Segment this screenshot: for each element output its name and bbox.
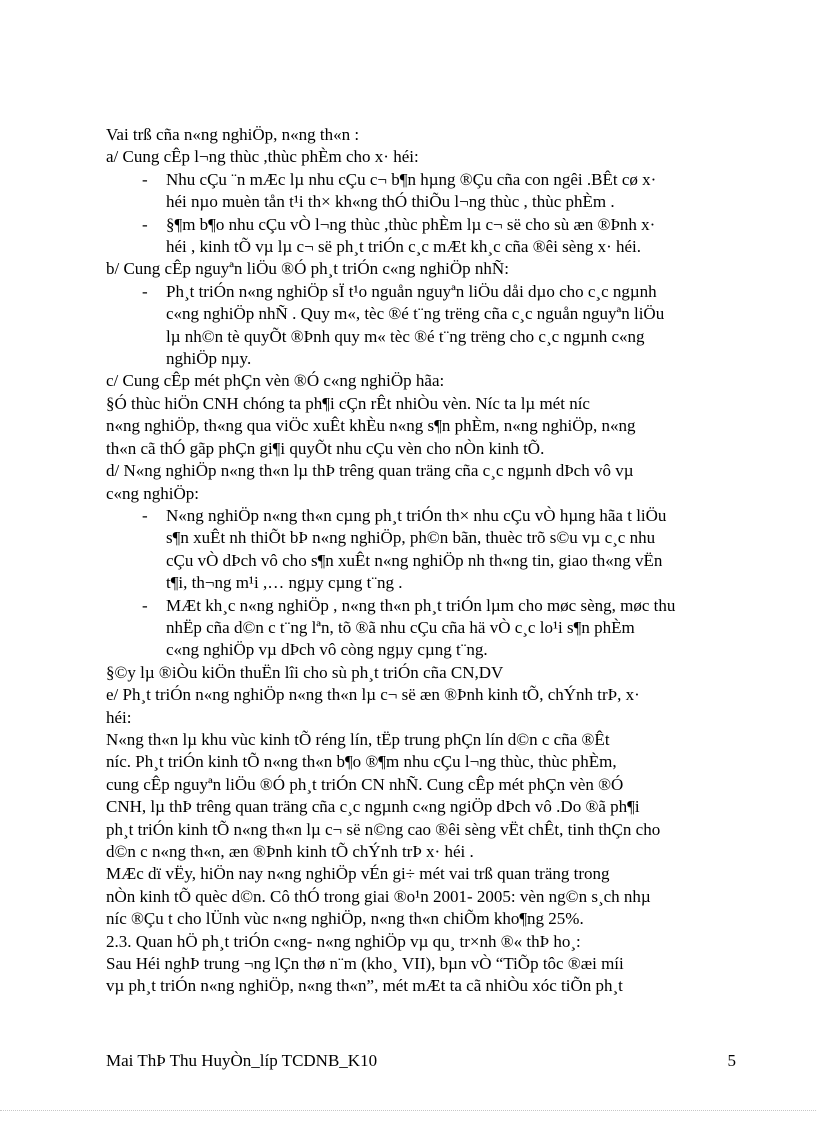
bullet-continuation-line: c«ng nghiÖp nhÑ . Quy m«, tèc ®é t¨ng trëng cña c¸c nguån nguyªn liÖu [166,304,665,324]
bullet-text: §¶m b¶o nhu cÇu vÒ l¬ng thùc ,thùc phÈm lµ c¬ së cho sù æn ®Þnh x· [166,214,656,234]
footer-author: Mai ThÞ Thu HuyÒn_líp TCDNB_K10 [106,1051,378,1070]
bullet-continuation-line: héi , kinh tÕ vµ lµ c¬ së ph¸t triÓn c¸c mÆt kh¸c cña ®êi sèng x· héi. [166,237,642,257]
text-line: §©y lµ ®iÒu kiÖn thuËn lîi cho sù ph¸t triÓn cña CN,DV [106,662,504,682]
page-number: 5 [727,1051,736,1070]
bullet-continuation-line: t¶i, th¬ng m¹i ,… ngµy cµng t¨ng . [166,573,403,593]
bullet-continuation-line: cÇu vÒ dÞch vô cho s¶n xuÊt n«ng nghiÖp nh th«ng tin, giao th«ng vËn [166,550,663,570]
text-line: c/ Cung cÊp mét phÇn vèn ®Ó c«ng nghiÖp hãa: [106,371,445,391]
bullet-text: N«ng nghiÖp n«ng th«n cµng ph¸t triÓn th× nhu cÇu vÒ hµng hãa t liÖu [166,505,667,525]
bullet-item-line [106,505,732,527]
text-line: Vai trß cña n«ng nghiÖp, n«ng th«n : [106,125,360,144]
text-line: d/ N«ng nghiÖp n«ng th«n lµ thÞ trêng quan träng cña c¸c ngµnh dÞch vô vµ [106,461,634,481]
bullet-text: MÆt kh¸c n«ng nghiÖp , n«ng th«n ph¸t triÓn lµm cho møc sèng, møc thu [166,595,676,615]
bullet-dash: - [142,505,148,525]
text-line: d©n c n«ng th«n, æn ®Þnh kinh tÕ chÝnh trÞ x· héi . [106,842,474,861]
text-line: §Ó thùc hiÖn CNH chóng ta ph¶i cÇn rÊt nhiÒu vèn. Níc ta lµ mét níc [106,393,590,413]
bullet-text: Ph¸t triÓn n«ng nghiÖp sÏ t¹o nguån nguyªn liÖu dåi dµo cho c¸c ngµnh [166,281,657,301]
text-line: níc. Ph¸t triÓn kinh tÕ n«ng th«n b¶o ®¶m nhu cÇu l¬ng thùc, thùc phÈm, [106,752,617,772]
text-line: cung cÊp nguyªn liÖu ®Ó ph¸t triÓn CN nhÑ. Cung cÊp mét phÇn vèn ®Ó [106,774,624,794]
text-line: a/ Cung cÊp l¬ng thùc ,thùc phÈm cho x· héi: [106,147,419,167]
text-line: Sau Héi nghÞ trung ¬ng lÇn thø n¨m (kho¸ VII), bµn vÒ “TiÕp tôc ®æi míi [106,954,624,974]
text-line: b/ Cung cÊp nguyªn liÖu ®Ó ph¸t triÓn c«ng nghiÖp nhÑ: [106,259,509,279]
bullet-continuation-line: nhËp cña d©n c t¨ng lªn, tõ ®ã nhu cÇu cña hä vÒ c¸c lo¹i s¶n phÈm [166,617,635,637]
document-body [106,124,732,998]
bullet-continuation-line: nghiÖp nµy. [166,349,252,369]
text-line: ph¸t triÓn kinh tÕ n«ng th«n lµ c¬ së n©ng cao ®êi sèng vËt chÊt, tinh thÇn cho [106,819,661,839]
bullet-dash: - [142,595,148,615]
text-line: 2.3. Quan hÖ ph¸t triÓn c«ng- n«ng nghiÖp vµ qu¸ tr×nh ®« thÞ ho¸: [106,931,581,951]
text-line: nÒn kinh tÕ quèc d©n. Cô thÓ trong giai ®o¹n 2001- 2005: vèn ng©n s¸ch nhµ [106,886,651,906]
text-line: th«n cã thÓ gãp phÇn gi¶i quyÕt nhu cÇu vèn cho nÒn kinh tÕ. [106,438,545,458]
text-line: CNH, lµ thÞ trêng quan träng cña c¸c ngµnh c«ng ngiÖp dÞch vô .Do ®ã ph¶i [106,797,640,817]
page-bottom-dotted-border [0,1110,816,1111]
text-line: vµ ph¸t triÓn n«ng nghiÖp, n«ng th«n”, mét mÆt ta cã nhiÒu xóc tiÕn ph¸t [106,976,623,996]
bullet-item-line [106,595,732,617]
bullet-continuation-line: lµ nh©n tè quyÕt ®Þnh quy m« tèc ®é t¨ng trëng cho c¸c ngµnh c«ng [166,326,645,346]
bullet-continuation-line: s¶n xuÊt nh thiÕt bÞ n«ng nghiÖp, ph©n bãn, thuèc trõ s©u vµ c¸c nhu [166,528,656,548]
bullet-continuation-line: héi nµo muèn tån t¹i th× kh«ng thÓ thiÕu l¬ng thùc , thùc phÈm . [166,192,615,212]
text-line: N«ng th«n lµ khu vùc kinh tÕ réng lín, tËp trung phÇn lín d©n c cña ®Êt [106,729,610,749]
bullet-dash: - [142,169,148,189]
bullet-dash: - [142,214,148,234]
bullet-text: Nhu cÇu ¨n mÆc lµ nhu cÇu c¬ b¶n hµng ®Çu cña con ngêi .BÊt cø x· [166,169,657,189]
bullet-continuation-line: c«ng nghiÖp vµ dÞch vô còng ngµy cµng t¨ng. [166,640,488,660]
text-line: héi: [106,707,132,727]
text-line: MÆc dï vËy, hiÖn nay n«ng nghiÖp vÉn gi÷ mét vai trß quan träng trong [106,864,610,884]
bullet-item-line [106,281,732,303]
text-line: e/ Ph¸t triÓn n«ng nghiÖp n«ng th«n lµ c¬ së æn ®Þnh kinh tÕ, chÝnh trÞ, x· [106,685,640,705]
text-line: n«ng nghiÖp, th«ng qua viÖc xuÊt khÈu n«ng s¶n phÈm, n«ng nghiÖp, n«ng [106,416,636,436]
text-line: níc ®Çu t cho lÜnh vùc n«ng nghiÖp, n«ng th«n chiÕm kho¶ng 25%. [106,909,584,929]
text-line: c«ng nghiÖp: [106,483,200,503]
bullet-dash: - [142,281,148,301]
bullet-item-line [106,214,732,236]
bullet-item-line [106,169,732,191]
